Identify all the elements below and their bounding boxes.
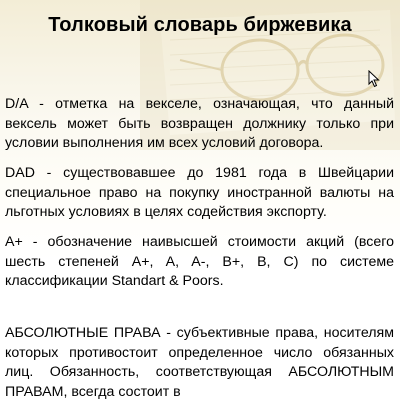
glossary-entry: АБСОЛЮТНЫЕ ПРАВА - субъективные права, носителям которых противостоит определенное число обязанных лиц. Обязанность, соответствующая АБСОЛЮТНЫМ ПРАВАМ, всегда состоит в bbox=[5, 325, 394, 400]
page-title: Толковый словарь биржевика bbox=[48, 14, 352, 36]
glossary-entry: D/A - отметка на векселе, означающая, что данный вексель может быть возвращен должнику только при условии выполнения им всех условий договора. bbox=[5, 96, 394, 151]
glossary-entry: A+ - обозначение наивысшей стоимости акций (всего шесть степеней A+, A, A-, B+, B, C) по системе классификации Standart & Poors. bbox=[5, 234, 394, 289]
mouse-cursor-icon bbox=[368, 70, 380, 88]
glossary-entry: DAD - существовавшее до 1981 года в Швейцарии специальное право на покупку иностранной валюты на льготных условиях в целях содействия экспорту. bbox=[5, 165, 394, 220]
